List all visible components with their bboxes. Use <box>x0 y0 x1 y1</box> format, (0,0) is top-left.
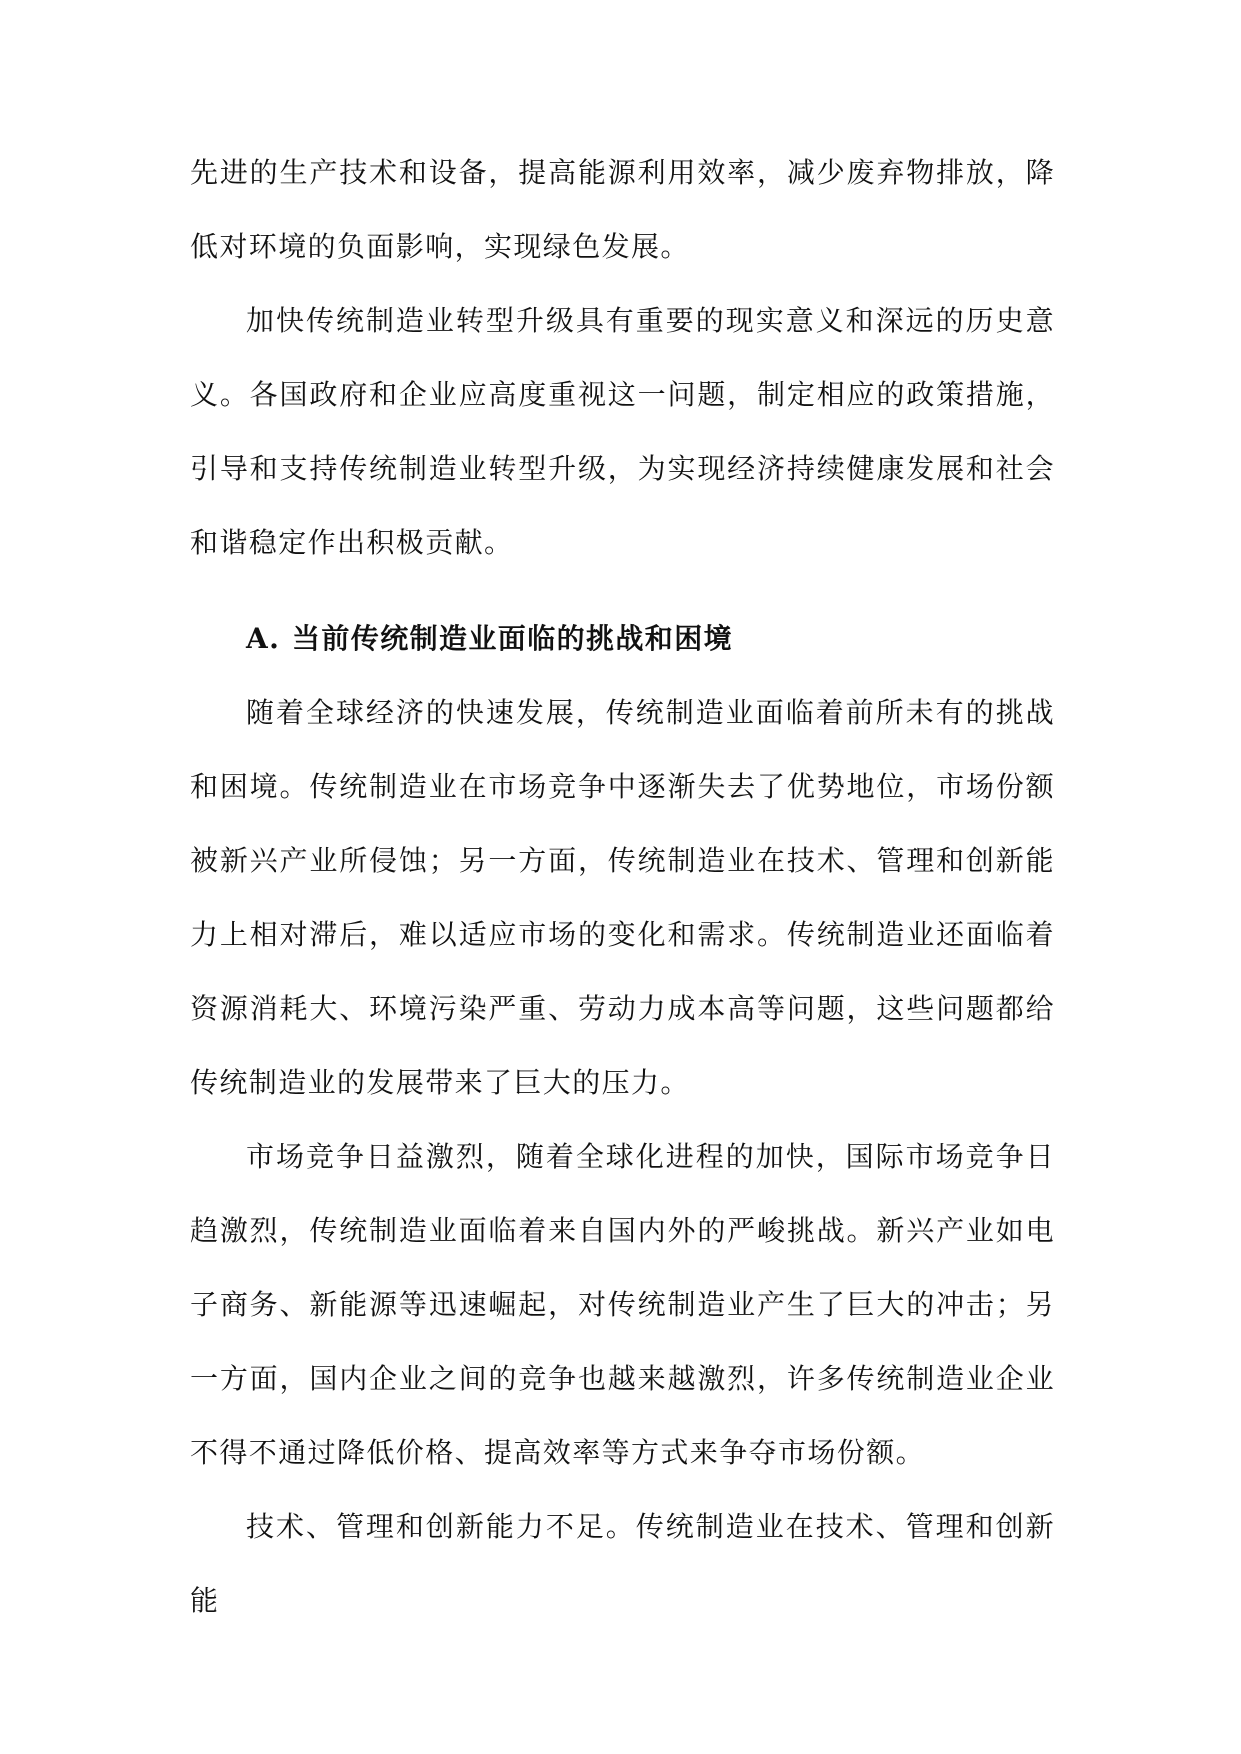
paragraph-continuation: 先进的生产技术和设备，提高能源利用效率，减少废弃物排放，降低对环境的负面影响，实现绿色发展。 <box>190 156 1055 263</box>
paragraph-significance: 加快传统制造业转型升级具有重要的现实意义和深远的历史意义。各国政府和企业应高度重视这一问题，制定相应的政策措施，引导和支持传统制造业转型升级，为实现经济持续健康发展和社会和谐稳定作出积极贡献。 <box>190 304 1055 559</box>
paragraph-challenges: 随着全球经济的快速发展，传统制造业面临着前所未有的挑战和困境。传统制造业在市场竞争中逐渐失去了优势地位，市场份额被新兴产业所侵蚀；另一方面，传统制造业在技术、管理和创新能力上相对滞后，难以适应市场的变化和需求。传统制造业还面临着资源消耗大、环境污染严重、劳动力成本高等问题，这些问题都给传统制造业的发展带来了巨大的压力。 <box>190 696 1055 1099</box>
section-heading-title: 当前传统制造业面临的挑战和困境 <box>292 622 734 655</box>
document-body <box>190 136 1055 1638</box>
paragraph-capability: 技术、管理和创新能力不足。传统制造业在技术、管理和创新能 <box>190 1510 1055 1617</box>
paragraph-competition: 市场竞争日益激烈，随着全球化进程的加快，国际市场竞争日趋激烈，传统制造业面临着来自国内外的严峻挑战。新兴产业如电子商务、新能源等迅速崛起，对传统制造业产生了巨大的冲击；另一方面，国内企业之间的竞争也越来越激烈，许多传统制造业企业不得不通过降低价格、提高效率等方式来争夺市场份额。 <box>190 1140 1055 1469</box>
section-heading-marker: A. <box>246 622 281 655</box>
section-heading <box>190 602 1055 676</box>
